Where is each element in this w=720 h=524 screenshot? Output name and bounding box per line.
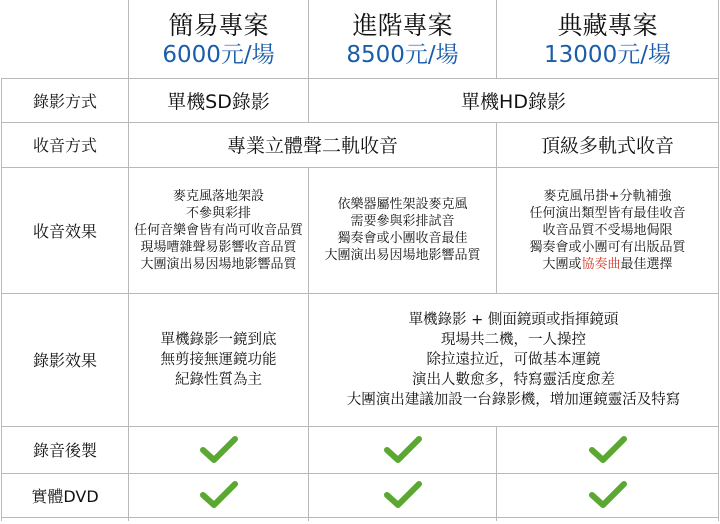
video-effect-advanced-premium	[309, 293, 719, 426]
dvd-advanced-check	[309, 473, 497, 517]
audio-effect-advanced-line: 大團演出易因場地影響品質	[324, 248, 481, 263]
audio-effect-advanced-line: 需要參與彩排試音	[350, 214, 455, 229]
dvd-label: 實體DVD	[2, 473, 129, 517]
dvd-basic-check	[129, 473, 309, 517]
cut-off-cell	[2, 517, 129, 521]
audio-effect-label: 收音效果	[2, 167, 129, 293]
checkmark-icon	[200, 481, 238, 509]
cut-off-row	[2, 517, 719, 521]
post-production-label: 錄音後製	[2, 426, 129, 473]
plan-advanced-price: 8500元/場	[346, 41, 459, 68]
checkmark-icon	[589, 436, 627, 464]
post-production-advanced-check	[309, 426, 497, 473]
video-effect-label: 錄影效果	[2, 293, 129, 426]
video-effect-advanced-line: 大團演出建議加設一台錄影機，增加運鏡靈活及特寫	[346, 391, 681, 408]
plan-premium-name: 典藏專案	[557, 10, 658, 40]
audio-effect-basic-line: 大團演出易因場地影響品質	[140, 256, 297, 272]
plan-basic-price: 6000元/場	[162, 41, 275, 68]
audio-method-label: 收音方式	[2, 122, 129, 167]
audio-method-row	[2, 122, 719, 167]
audio-method-premium: 頂級多軌式收音	[497, 122, 719, 167]
plan-basic-header	[129, 0, 309, 78]
dvd-premium-check	[497, 473, 719, 517]
post-production-row	[2, 426, 719, 473]
plan-advanced-name: 進階專案	[352, 10, 453, 40]
plan-basic-name: 簡易專案	[168, 10, 269, 40]
audio-effect-basic-line: 現場嘈雜聲易影響收音品質	[140, 239, 297, 255]
recording-method-advanced-premium: 單機HD錄影	[309, 78, 719, 122]
video-effect-row	[2, 293, 719, 426]
video-effect-basic-line: 單機錄影一鏡到底	[160, 331, 277, 348]
audio-effect-premium-line: 任何演出類型皆有最佳收音	[529, 205, 686, 221]
plan-header-row	[2, 0, 719, 78]
video-effect-advanced-line: 除拉遠拉近，可做基本運鏡	[426, 351, 601, 368]
plan-premium-header	[497, 0, 719, 78]
cut-off-cell	[309, 517, 497, 521]
audio-effect-premium	[497, 167, 719, 293]
audio-effect-premium-line	[497, 256, 718, 273]
recording-method-label: 錄影方式	[2, 78, 129, 122]
premium-last-after: 最佳選擇	[620, 256, 673, 272]
checkmark-icon	[200, 436, 238, 464]
cut-off-cell	[497, 517, 719, 521]
dvd-row	[2, 473, 719, 517]
checkmark-icon	[589, 481, 627, 509]
video-effect-advanced-line: 單機錄影 + 側面鏡頭或指揮鏡頭	[408, 311, 619, 328]
video-effect-advanced-line: 演出人數愈多，特寫靈活度愈差	[412, 371, 615, 388]
premium-last-before: 大團或	[542, 256, 582, 272]
post-production-basic-check	[129, 426, 309, 473]
checkmark-icon	[384, 481, 422, 509]
video-effect-advanced-line: 現場共二機，一人操控	[441, 331, 586, 348]
audio-effect-advanced	[309, 167, 497, 293]
plan-comparison-table	[1, 0, 719, 521]
audio-effect-row	[2, 167, 719, 293]
audio-effect-basic-line: 不參與彩排	[185, 205, 251, 221]
video-effect-basic-line: 紀錄性質為主	[175, 371, 262, 388]
header-empty-cell	[2, 0, 129, 78]
audio-effect-premium-line: 獨奏會或小團可有出版品質	[529, 239, 686, 255]
audio-effect-premium-line: 麥克風吊掛+分軌補強	[543, 188, 672, 204]
plan-advanced-header	[309, 0, 497, 78]
cut-off-cell	[129, 517, 309, 521]
plan-premium-price: 13000元/場	[544, 41, 671, 68]
video-effect-basic-line: 無剪接無運鏡功能	[160, 351, 277, 368]
audio-effect-premium-line: 收音品質不受場地侷限	[542, 222, 673, 238]
audio-effect-basic	[129, 167, 309, 293]
video-effect-basic	[129, 293, 309, 426]
audio-effect-advanced-line: 獨奏會或小團收音最佳	[337, 231, 468, 246]
concerto-highlight: 協奏曲	[581, 256, 621, 272]
recording-method-basic: 單機SD錄影	[129, 78, 309, 122]
checkmark-icon	[384, 436, 422, 464]
audio-method-basic-advanced: 專業立體聲二軌收音	[129, 122, 497, 167]
audio-effect-basic-line: 任何音樂會皆有尚可收音品質	[133, 222, 303, 238]
audio-effect-advanced-line: 依樂器屬性架設麥克風	[337, 197, 468, 212]
recording-method-row	[2, 78, 719, 122]
post-production-premium-check	[497, 426, 719, 473]
audio-effect-basic-line: 麥克風落地架設	[172, 188, 264, 204]
